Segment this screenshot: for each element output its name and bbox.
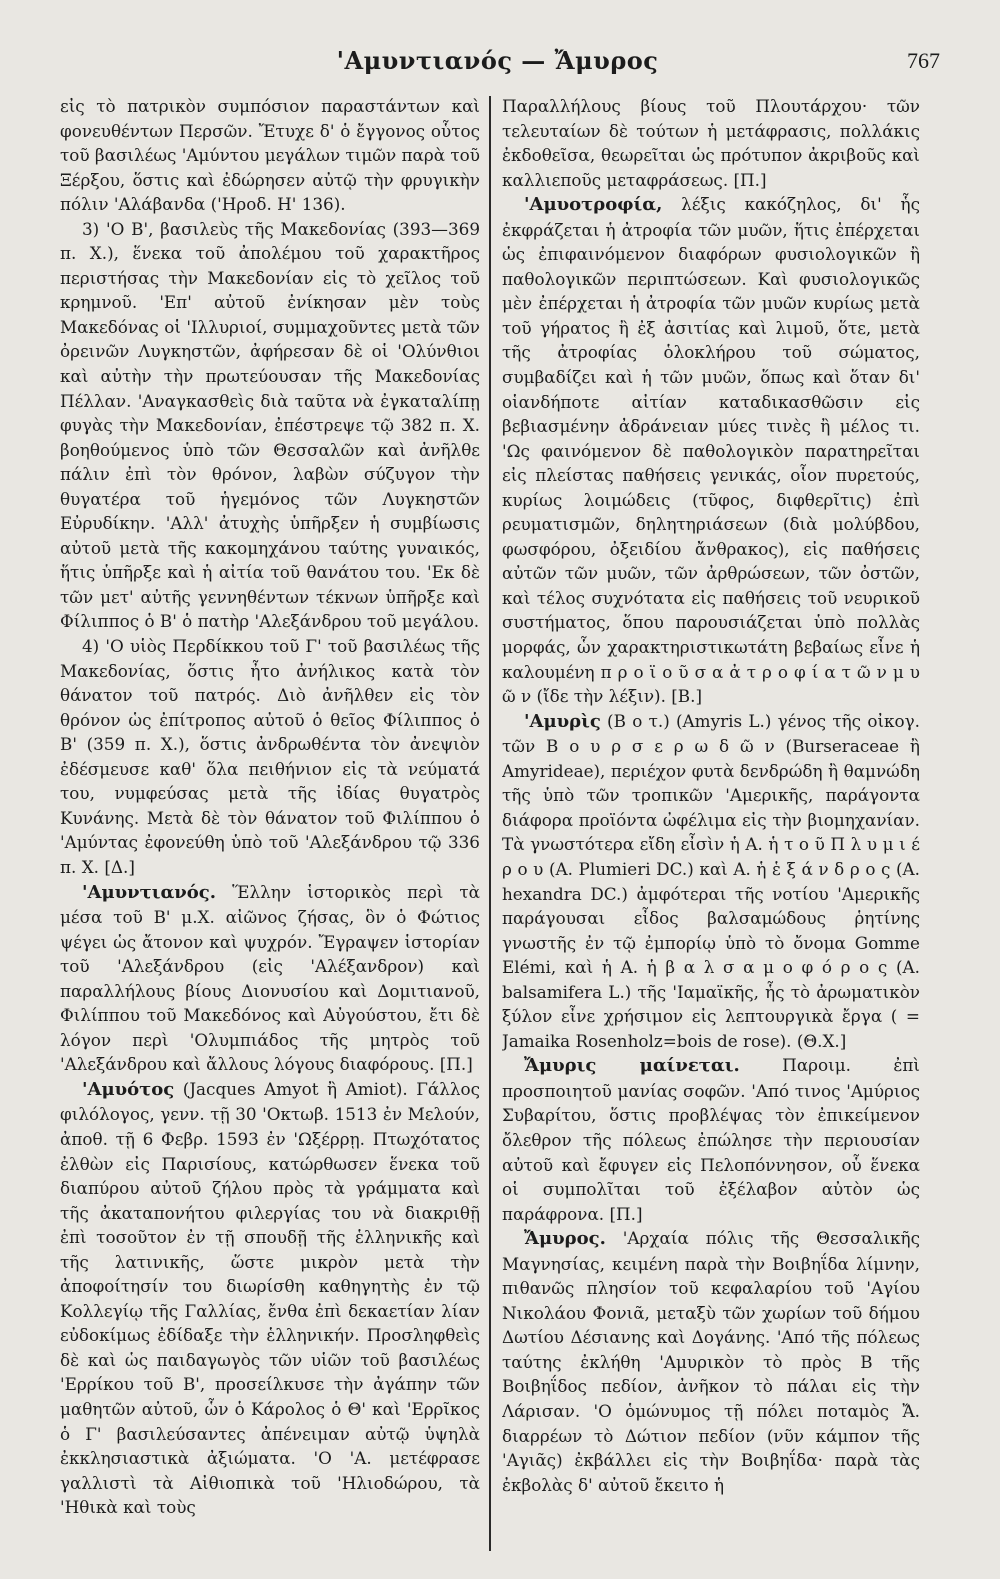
entry-amyotos <box>60 1077 480 1520</box>
right-column <box>502 94 920 1554</box>
entry-amyros <box>502 1226 920 1497</box>
entry-amyris-mainetai <box>502 1053 920 1226</box>
entry-body: Παροιμ. ἐπὶ προσποιητοῦ μανίας σοφῶν. 'Από τινος 'Αμύριος Συβαρίτου, ὅστις προβλέψας τὸν ἐπικείμενον ὄλεθρον τῆς πόλεως ἐπώλησε τὴν περιουσίαν αὐτοῦ καὶ ἔφυγεν εἰς Πελοπόννησον, οὗ ἕνεκα οἱ συμπολῖται τοῦ ἐξέλαβον αὐτὸν ὡς παράφρονα. [Π.] <box>502 1055 920 1224</box>
entry-body: 'Αρχαία πόλις τῆς Θεσσαλικῆς Μαγνησίας, κειμένη παρὰ τὴν Βοιβηΐδα λίμνην, πιθανῶς πλησίον τοῦ κεφαλαρίου τοῦ 'Αγίου Νικολάου Φονιᾶ, μεταξὺ τῶν χωρίων τοῦ δήμου Δωτίου Δέσιανης καὶ Δογάνης. 'Από τῆς πόλεως ταύτης ἐκλήθη 'Αμυρικὸν τὸ πρὸς Β τῆς Βοιβηΐδος πεδίον, ἀνῆκον τὸ πάλαι εἰς τὴν Λάρισαν. 'Ο ὁμώνυμος τῇ πόλει ποταμὸς Ἄ. διαρρέων τὸ Δώτιον πεδίον (νῦν κάμπον τῆς 'Αγιᾶς) ἐκβάλλει εἰς τὴν Βοιβηΐδα· παρὰ τὰς ἐκβολὰς δ' αὐτοῦ ἔκειτο ἡ <box>502 1228 920 1495</box>
entry-amyris <box>502 709 920 1054</box>
entry-amyntianos <box>60 880 480 1077</box>
entry-body: (Β ο τ.) (Amyris L.) γένος τῆς οἰκογ. τῶν Β ο υ ρ σ ε ρ ω δ ῶ ν (Burseraceae ἢ Amyrideae), περιέχον φυτὰ δενδρώδη ἢ θαμνώδη τῆς ὑπὸ τῶν τροπικῶν 'Αμερικῆς, παράγοντα διάφορα προϊόντα ὠφέλιμα εἰς τὴν βιομηχανίαν. Τὰ γνωστότερα εἴδη εἶσὶν ἡ Α. ἡ τ ο ῦ Π λ υ μ ι έ ρ ο υ (A. Plumieri DC.) καὶ Α. ἡ ἑ ξ ά ν δ ρ ο ς (A. hexandra DC.) ἀμφότεραι τῆς νοτίου 'Αμερικῆς παράγουσαι εἶδος βαλσαμώδους ῥητίνης γνωστῆς ἐν τῷ ἐμπορίῳ ὑπὸ τὸ ὄνομα Gomme Elémi, καὶ ἡ Α. ἡ β α λ σ α μ ο φ ό ρ ο ς (A. balsamifera L.) τῆς 'Ιαμαϊκῆς, ἧς τὸ ἀρωματικὸν ξύλον εἶνε χρήσιμον εἰς λεπτουργικὰ ἔργα ( = Jamaika Rosenholz=bois de rose). (Θ.Χ.] <box>502 710 920 1051</box>
headword: Ἄμυρις μαίνεται. <box>524 1055 740 1077</box>
sub-entry-4: 4) 'Ο υἱὸς Περδίκκου τοῦ Γ' τοῦ βασιλέως τῆς Μακεδονίας, ὅστις ἦτο ἀνήλικος κατὰ τὸν θάνατον τοῦ πατρός. Διὸ ἀνῆλθεν εἰς τὸν θρόνον ὡς ἐπίτροπος αὐτοῦ ὁ θεῖος Φίλιππος ὁ Β' (359 π. Χ.), ὅστις ἀνδρωθέντα τὸν ἀνεψιὸν ἐδέσμευσε καθ' ὅλα πειθήνιον εἰς τὰ νεύματά του, νυμφεύσας μετὰ τῆς ἰδίας θυγατρὸς Κυνάνης. Μετὰ δὲ τὸν θάνατον τοῦ Φιλίππου ὁ 'Αμύντας ἐφονεύθη ὑπὸ τοῦ 'Αλεξάνδρου τῷ 336 π. Χ. [Δ.] <box>60 636 480 877</box>
page-number: 767 <box>907 48 940 73</box>
entry-continuation: Παραλλήλους βίους τοῦ Πλουτάρχου· τῶν τελευταίων δὲ τούτων ἡ μετάφρασις, πολλάκις ἐκδοθεῖσα, θεωρεῖται ὡς πρότυπον ἀκριβοῦς καὶ καλλιεποῦς μεταφράσεως. [Π.] <box>502 96 920 190</box>
headword: 'Αμυοτροφία, <box>524 194 663 216</box>
entry-body: Ἕλλην ἱστορικὸς περὶ τὰ μέσα τοῦ Β' μ.Χ. αἰῶνος ζήσας, ὃν ὁ Φώτιος ψέγει ὡς ἄτονον καὶ ψυχρόν. Ἔγραψεν ἱστορίαν τοῦ 'Αλεξάνδρου (εἰς 'Αλέξανδρον) καὶ παραλλήλους βίους Διονυσίου καὶ Δομιτιανοῦ, Φιλίππου τοῦ Μακεδόνος καὶ Αὐγούστου, ἔτι δὲ λόγον περὶ 'Ολυμπιάδος τῆς μητρὸς τοῦ 'Αλεξάνδρου καὶ ἄλλους λόγους διαφόρους. [Π.] <box>60 881 480 1075</box>
entry-body: λέξις κακόζηλος, δι' ἧς ἐκφράζεται ἡ ἀτροφία τῶν μυῶν, ἥτις ἐπέρχεται ὡς ἐπιφαινόμενον διαφόρων φυσιολογικῶν ἢ παθολογικῶν περιπτώσεων. Καὶ φυσιολογικῶς μὲν ἐπέρχεται ἡ ἀτροφία τῶν μυῶν κυρίως μετὰ τοῦ γήρατος ἢ ἐξ ἀσιτίας καὶ λιμοῦ, ὅτε, μετὰ τῆς ἀτροφίας ὁλοκλήρου τοῦ σώματος, συμβαδίζει καὶ ἡ τῶν μυῶν, ὅπως καὶ ὅταν δι' οἱανδήποτε αἰτίαν καταδικασθῶσιν εἰς βεβιασμένην ἀδράνειαν μύες τινὲς ἢ μέλος τι. 'Ως φαινόμενον δὲ παθολογικὸν παρατηρεῖται εἰς πλείστας παθήσεις γενικάς, οἷον πυρετούς, κυρίως λοιμώδεις (τῦφος, διφθερῖτις) ἐπὶ ρευματισμῶν, δηλητηριάσεων (διὰ μολύβδου, φωσφόρου, ὀξειδίου ἄνθρακος), εἰς παθήσεις αὐτῶν τῶν μυῶν, τῶν ἀρθρώσεων, τῶν ὀστῶν, καὶ τέλος συχνότατα εἰς παθήσεις τοῦ νευρικοῦ συστήματος, ὅπου παρουσιάζεται ὑπὸ πολλὰς μορφάς, ὧν χαρακτηριστικωτάτη βεβαίως εἶνε ἡ καλουμένη π ρ ο ϊ ο ῦ σ α ἀ τ ρ ο φ ί α τ ῶ ν μ υ ῶ ν (ἴδε τὴν λέξιν). [Β.] <box>502 194 920 707</box>
headword: 'Αμυντιανός. <box>82 881 217 903</box>
headword: Ἄμυρος. <box>524 1228 606 1250</box>
left-column <box>60 94 480 1554</box>
column-divider <box>489 96 491 1551</box>
entry-amyotrofia <box>502 192 920 708</box>
sub-entry-3: 3) 'Ο Β', βασιλεὺς τῆς Μακεδονίας (393—369 π. Χ.), ἕνεκα τοῦ ἀπολέμου τοῦ χαρακτῆρος περιστήσας τὴν Μακεδονίαν εἰς τὸ χεῖλος τοῦ κρημνοῦ. 'Επ' αὐτοῦ ἐνίκησαν μὲν τοὺς Μακεδόνας οἱ 'Ιλλυριοί, συμμαχοῦντες μετὰ τῶν ὀρεινῶν Λυγκηστῶν, ἀφήρεσαν δὲ οἱ 'Ολύνθιοι καὶ αὐτὴν τὴν πρωτεύουσαν τῆς Μακεδονίας Πέλλαν. 'Αναγκασθεὶς διὰ ταῦτα νὰ ἐγκαταλίπῃ φυγὰς τὴν Μακεδονίαν, ἐπέστρεψε τῷ 382 π. Χ. βοηθούμενος ὑπὸ τῶν Θεσσαλῶν καὶ ἀνῆλθε πάλιν ἐπὶ τὸν θρόνον, λαβὼν σύζυγον τὴν θυγατέρα τοῦ ἡγεμόνος τῶν Λυγκηστῶν Εὐρυδίκην. 'Αλλ' ἀτυχὴς ὑπῆρξεν ἡ συμβίωσις αὐτοῦ μετὰ τῆς κακομηχάνου ταύτης γυναικός, ἥτις ὑπῆρξε καὶ ἡ αἰτία τοῦ θανάτου του. 'Εκ δὲ τῶν μετ' αὐτῆς γεννηθέντων τέκνων ὑπῆρξε καὶ Φίλιππος ὁ Β' ὁ πατὴρ 'Αλεξάνδρου τοῦ μεγάλου. <box>60 218 480 632</box>
entry-continuation: εἰς τὸ πατρικὸν συμπόσιον παραστάντων καὶ φονευθέντων Περσῶν. Ἔτυχε δ' ὁ ἔγγονος οὗτος τοῦ βασιλέως 'Αμύντου μεγάλων τιμῶν παρὰ τοῦ Ξέρξου, ὅστις καὶ ἐδώρησεν αὐτῷ τὴν φρυγικὴν πόλιν 'Αλάβανδα ('Ηροδ. Η' 136). <box>60 96 480 215</box>
running-header <box>55 40 940 84</box>
header-title: 'Αμυντιανός — Ἄμυρος <box>336 46 659 75</box>
headword: 'Αμυότος <box>82 1078 175 1100</box>
entry-body: (Jacques Amyot ἢ Amiot). Γάλλος φιλόλογος, γενν. τῇ 30 'Οκτωβ. 1513 ἐν Μελούν, ἀποθ. τῇ 6 Φεβρ. 1593 ἐν 'Ωξέρρῃ. Πτωχότατος ἐλθὼν εἰς Παρισίους, κατώρθωσεν ἕνεκα τοῦ διαπύρου αὐτοῦ ζήλου πρὸς τὰ γράμματα καὶ τῆς ἀκαταπονήτου φιλεργίας του νὰ διακριθῇ ἐπὶ τοσοῦτον ἐν τῇ σπουδῇ τῆς ἑλληνικῆς καὶ τῆς λατινικῆς, ὥστε μικρὸν μετὰ τὴν ἀποφοίτησίν του διωρίσθη καθηγητὴς ἐν τῷ Κολλεγίῳ τῆς Γαλλίας, ἔνθα ἐπὶ δεκαετίαν λίαν εὐδοκίμως ἐδίδαξε τὴν ἑλληνικήν. Προσληφθεὶς δὲ καὶ ὡς παιδαγωγὸς τῶν υἱῶν τοῦ βασιλέως 'Ερρίκου τοῦ Β', προσείλκυσε τὴν ἀγάπην τῶν μαθητῶν αὐτοῦ, ὧν ὁ Κάρολος ὁ Θ' καὶ 'Ερρῖκος ὁ Γ' βασιλεύσαντες ἀπένειμαν αὐτῷ ὑψηλὰ ἐκκλησιαστικὰ ἀξιώματα. 'Ο 'Α. μετέφρασε γαλλιστὶ τὰ Αἰθιοπικὰ τοῦ 'Ηλιοδώρου, τὰ 'Ηθικὰ καὶ τοὺς <box>60 1078 480 1518</box>
headword: 'Αμυρὶς <box>524 710 601 732</box>
